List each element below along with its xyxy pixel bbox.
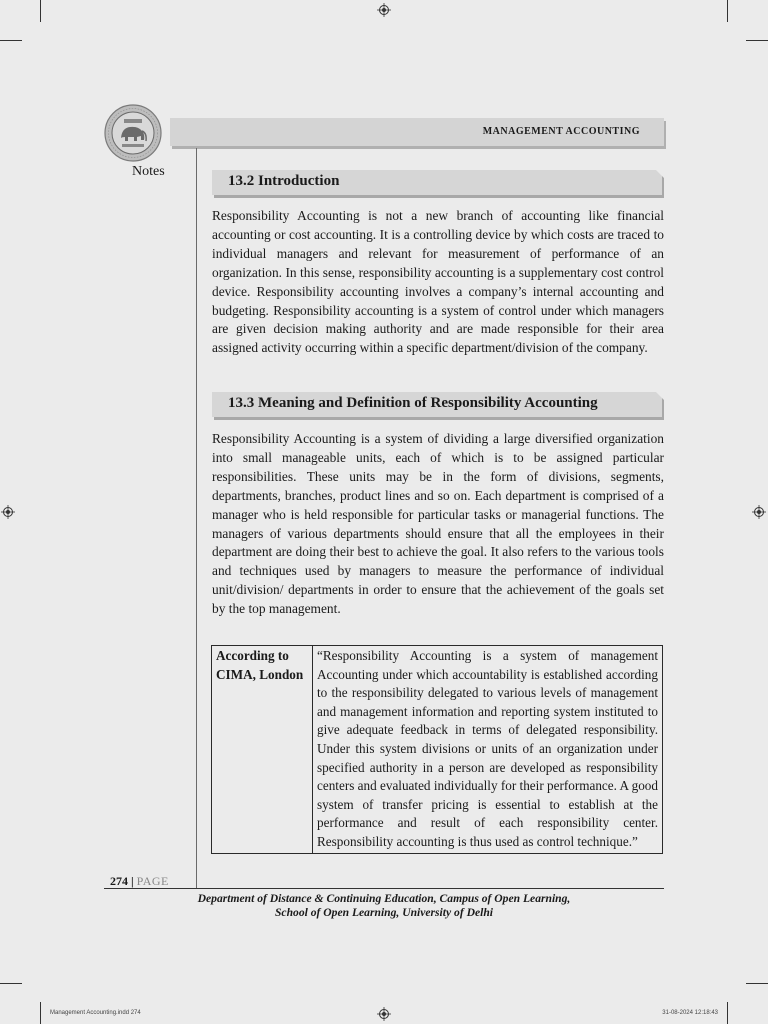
notes-label: Notes: [132, 164, 165, 179]
footer-line-1: Department of Distance & Continuing Education, Campus of Open Learning,: [197, 892, 571, 905]
section-heading-text: 13.2 Introduction: [228, 173, 340, 189]
footer-rule: [104, 888, 664, 889]
introduction-paragraph: Responsibility Accounting is not a new branch of accounting like financial accounting or cost accounting. It is a controlling device by which costs are traced to individual managers and relevant for measurement of performance of an organization. In this sense, responsibility accounting is a supplementary cost control device. Responsibility accounting involves a company’s internal accounting and budgeting. Responsibility accounting is a system of control under which managers are given decision making authority and are made responsible for their area assigned activity occurring within a specific department/division of the company.: [212, 208, 664, 356]
section-heading-meaning: [212, 392, 662, 417]
crop-mark: [727, 1002, 728, 1024]
crop-mark: [727, 0, 728, 22]
registration-mark-icon: [377, 3, 391, 17]
registration-mark-icon: [377, 1007, 391, 1021]
page-number: [110, 874, 169, 889]
crop-mark: [746, 983, 768, 984]
crop-mark: [746, 40, 768, 41]
page-number-value: 274: [110, 874, 128, 888]
running-header-band: [170, 118, 664, 146]
crop-mark: [40, 1002, 41, 1024]
university-seal-logo: [104, 104, 162, 162]
section-heading-text: 13.3 Meaning and Definition of Responsibility Accounting: [228, 395, 598, 411]
running-header-title: MANAGEMENT ACCOUNTING: [482, 126, 640, 137]
definition-text: “Responsibility Accounting is a system of management Accounting under which accountability is established according to the responsibility delegated to various levels of management and management information and reporting system instituted to give adequate feedback in terms of delegated responsibility. Under this system divisions or units of an organization under specified authority in a person are developed as responsibility centers and evaluated individually for their performance. A good system of transfer pricing is essential to establish at the performance and result of each responsibility center. Responsibility accounting is thus used as control technique.”: [313, 646, 663, 854]
page-number-label: PAGE: [136, 874, 169, 888]
crop-mark: [0, 983, 22, 984]
section-heading-introduction: [212, 170, 662, 195]
page-number-separator: |: [131, 874, 134, 888]
heading-corner: [656, 170, 664, 178]
slug-filename: Management Accounting.indd 274: [50, 1010, 141, 1016]
definition-source: According to CIMA, London: [212, 646, 313, 854]
registration-mark-icon: [1, 505, 15, 519]
margin-rule: [196, 148, 197, 888]
slug-timestamp: 31-08-2024 12:18:43: [662, 1010, 718, 1016]
footer: [104, 892, 664, 920]
registration-mark-icon: [752, 505, 766, 519]
meaning-paragraph: Responsibility Accounting is a system of dividing a large diversified organization into small manageable units, each of which is to be assigned particular responsibilities. These units may be in the form of divisions, segments, departments, branches, product lines and so on. Each department is comprised of a manager who is held responsible for particular tasks or managerial functions. The managers of various departments should ensure that all the employees in their department are doing their best to achieve the goal. It also refers to the various tools and techniques used by managers to measure the performance of individual unit/division/ departments in order to ensure that the achievement of the goals set by the top management.: [212, 431, 664, 617]
crop-mark: [40, 0, 41, 22]
footer-line-2: School of Open Learning, University of Delhi: [274, 906, 494, 919]
crop-mark: [0, 40, 22, 41]
heading-corner: [656, 392, 664, 400]
definition-table: [211, 645, 663, 854]
table-row: [212, 646, 663, 854]
